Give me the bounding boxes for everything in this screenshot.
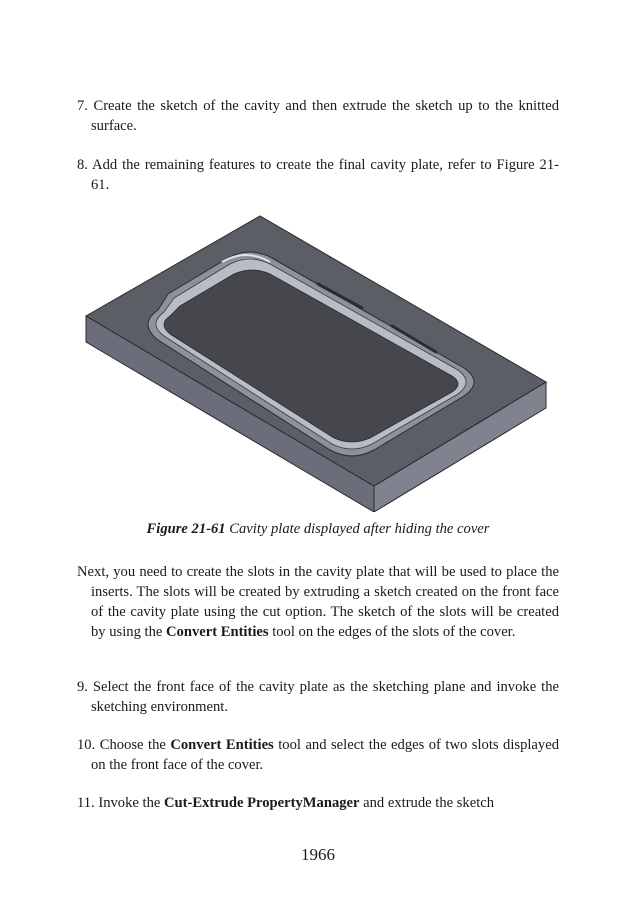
step-9: 9. Select the front face of the cavity plate as the sketching plane and invoke the sketching environment. [77,679,559,715]
convert-entities-term: Convert Entities [166,624,269,640]
page-number: 1966 [301,845,335,864]
figure-number: Figure 21-61 [146,521,226,537]
figure-caption-text: Cavity plate displayed after hiding the cover [225,521,490,537]
step-11 [77,793,559,813]
step-10-text-1: 10. Choose the [77,737,171,753]
intro-text-2: tool on the edges of the slots of the cover. [268,624,516,640]
step-8: 8. Add the remaining features to create the final cavity plate, refer to Figure 21-61. [77,157,559,193]
step-11-text-2: and extrude the sketch [359,795,495,811]
step-10-term: Convert Entities [170,737,274,753]
figure-caption [77,519,559,539]
step-11-text-1: 11. Invoke the [77,795,164,811]
intro-text-1: Next, you need to create the slots in the cavity plate that will be used to place the inserts. The slots will be created by extruding a sketch created on the front face of the cavity plate using the cut option. The sketch of the slots will be created by using the [77,564,559,640]
step-10-text-2: tool and select the edges of two slots displayed on the front face of the cover. [91,737,559,773]
cavity-plate-figure [80,212,556,512]
step-10 [77,735,559,775]
step-7: 7. Create the sketch of the cavity and then extrude the sketch up to the knitted surface. [77,98,559,134]
intro-paragraph [77,562,559,642]
cavity-plate-illustration [80,212,556,512]
step-11-term: Cut-Extrude PropertyManager [164,795,360,811]
